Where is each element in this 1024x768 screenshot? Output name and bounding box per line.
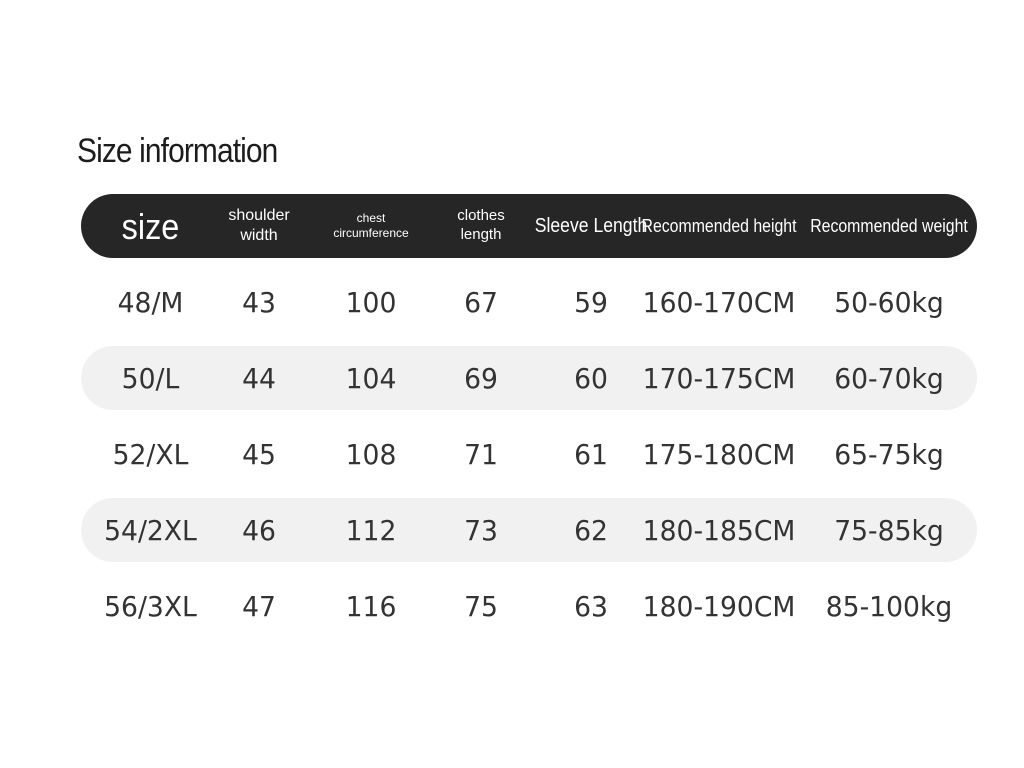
- cell-recommended-weight: 50-60kg: [834, 285, 944, 319]
- cell-recommended-weight: 65-75kg: [834, 437, 944, 471]
- cell-clothes-length: 71: [464, 437, 498, 471]
- cell-clothes-length: 73: [464, 513, 498, 547]
- cell-shoulder-width: 45: [242, 437, 276, 471]
- cell-sleeve-length: 63: [574, 589, 608, 623]
- cell-shoulder-width: 47: [242, 589, 276, 623]
- header-chest-circumference: [315, 194, 427, 258]
- cell-sleeve-length: 61: [574, 437, 608, 471]
- cell-chest-circumference: 112: [345, 513, 397, 547]
- header-clothes-length: [437, 194, 525, 258]
- header-shoulder-line2: width: [240, 227, 278, 244]
- header-recommended-height: Recommended height: [641, 215, 797, 236]
- cell-chest-circumference: 116: [345, 589, 397, 623]
- cell-clothes-length: 67: [464, 285, 498, 319]
- table-header-row: [81, 194, 977, 258]
- page-title: Size information: [77, 132, 278, 170]
- cell-size: 54/2XL: [104, 513, 197, 547]
- header-recommended-weight: Recommended weight: [810, 215, 968, 236]
- header-chest-line1: chest: [356, 211, 386, 225]
- header-clothes-line2: length: [460, 226, 502, 243]
- cell-shoulder-width: 46: [242, 513, 276, 547]
- size-chart-table: [81, 194, 977, 638]
- cell-size: 48/M: [117, 285, 184, 319]
- cell-chest-circumference: 100: [345, 285, 397, 319]
- cell-shoulder-width: 44: [242, 361, 276, 395]
- cell-recommended-height: 160-170CM: [642, 285, 796, 319]
- header-sleeve-length: Sleeve Length: [534, 214, 648, 237]
- cell-recommended-height: 175-180CM: [642, 437, 796, 471]
- table-row: [81, 422, 977, 486]
- header-shoulder-width: [215, 194, 303, 258]
- header-shoulder-line1: shoulder: [228, 207, 290, 224]
- cell-recommended-weight: 85-100kg: [825, 589, 953, 623]
- cell-sleeve-length: 62: [574, 513, 608, 547]
- cell-clothes-length: 69: [464, 361, 498, 395]
- cell-size: 52/XL: [112, 437, 189, 471]
- table-row: [81, 498, 977, 562]
- cell-size: 56/3XL: [104, 589, 197, 623]
- cell-shoulder-width: 43: [242, 285, 276, 319]
- header-chest-line2: circumference: [333, 226, 409, 240]
- cell-recommended-height: 180-185CM: [642, 513, 796, 547]
- cell-chest-circumference: 108: [345, 437, 397, 471]
- cell-clothes-length: 75: [464, 589, 498, 623]
- table-row: [81, 346, 977, 410]
- table-row: [81, 270, 977, 334]
- cell-recommended-weight: 60-70kg: [834, 361, 944, 395]
- cell-recommended-height: 180-190CM: [642, 589, 796, 623]
- cell-sleeve-length: 59: [574, 285, 608, 319]
- header-clothes-line1: clothes: [457, 207, 505, 225]
- cell-chest-circumference: 104: [345, 361, 397, 395]
- cell-recommended-weight: 75-85kg: [834, 513, 944, 547]
- table-row: [81, 574, 977, 638]
- cell-size: 50/L: [121, 361, 180, 395]
- header-size: size: [121, 205, 180, 247]
- cell-recommended-height: 170-175CM: [642, 361, 796, 395]
- cell-sleeve-length: 60: [574, 361, 608, 395]
